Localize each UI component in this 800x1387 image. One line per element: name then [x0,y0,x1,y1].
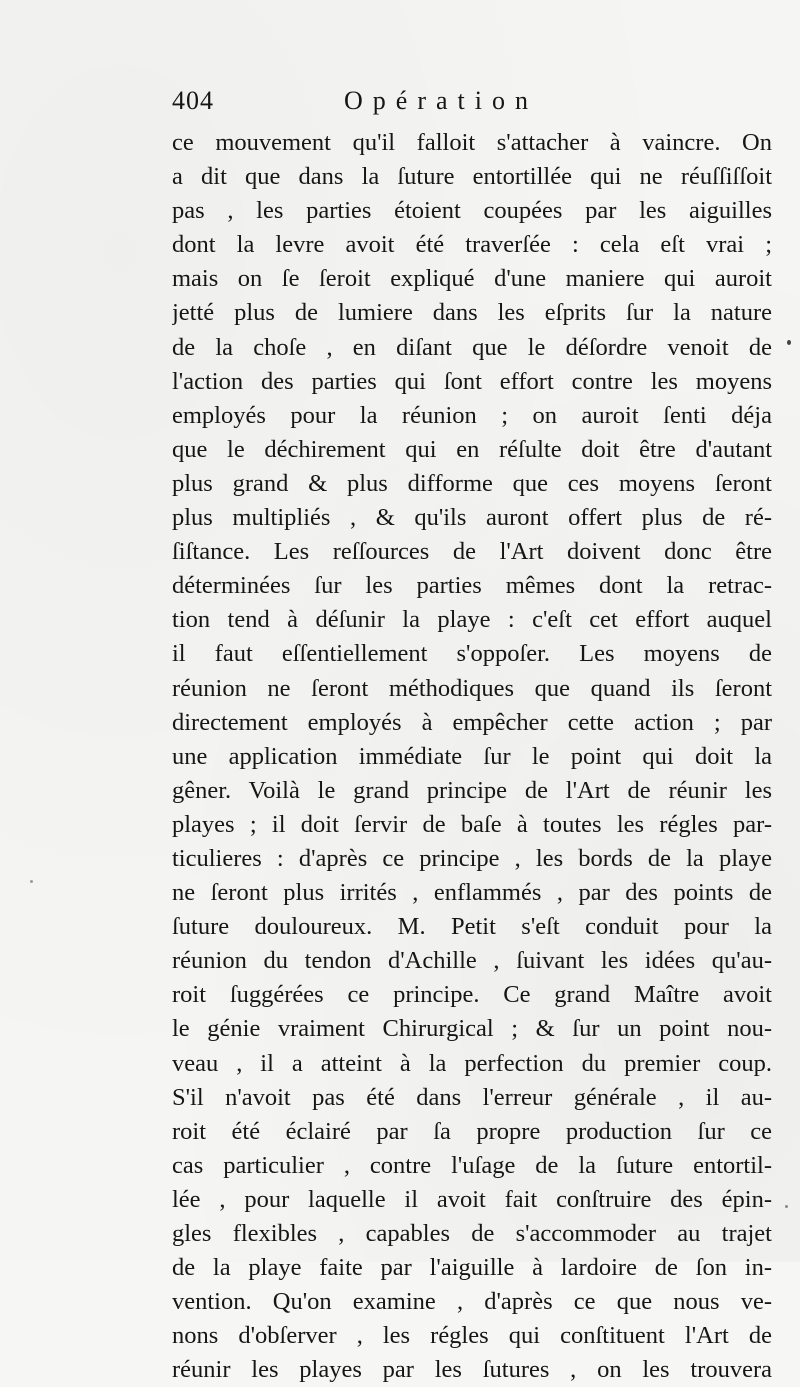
text-line: lée , pour laquelle il avoit fait conſtruire des épin- [172,1185,772,1213]
text-line: ſiſtance. Les reſſources de l'Art doivent donc être [172,538,772,566]
ink-speck [787,340,791,345]
text-line: mais on ſe ſeroit expliqué d'une maniere qui auroit [172,265,772,293]
page-number: 404 [172,86,214,115]
text-line: ticulieres : d'après ce principe , les bords de la playe [172,844,772,872]
ink-speck [785,1205,788,1208]
text-line: une application immédiate ſur le point qui doit la [172,742,772,770]
text-line: que le déchirement qui en réſulte doit être d'autant [172,435,772,463]
text-line: ſuture douloureux. M. Petit s'eſt conduit pour la [172,913,772,941]
text-line: l'action des parties qui ſont effort contre les moyens [172,367,772,395]
text-line: réunir les playes par les ſutures , on les trouvera [172,1356,772,1384]
text-line: il faut eſſentiellement s'oppoſer. Les moyens de [172,640,772,668]
text-line: veau , il a atteint à la perfection du premier coup. [172,1049,772,1077]
text-line: cas particulier , contre l'uſage de la ſuture entortil- [172,1151,772,1179]
page-header [172,86,772,126]
text-line: jetté plus de lumiere dans les eſprits ſur la nature [172,299,772,327]
text-line: employés pour la réunion ; on auroit ſenti déja [172,401,772,429]
text-line: plus grand & plus difforme que ces moyens ſeront [172,469,772,497]
text-line: ne ſeront plus irrités , enflammés , par des points de [172,879,772,907]
body-text [172,126,772,1387]
text-line: S'il n'avoit pas été dans l'erreur générale , il au- [172,1083,772,1111]
text-line: le génie vraiment Chirurgical ; & ſur un point nou- [172,1015,772,1043]
text-line: réunion du tendon d'Achille , ſuivant les idées qu'au- [172,947,772,975]
text-line: roit été éclairé par ſa propre production ſur ce [172,1117,772,1145]
text-line: playes ; il doit ſervir de baſe à toutes les régles par- [172,810,772,838]
text-line: plus multipliés , & qu'ils auront offert plus de ré- [172,504,772,532]
text-line: déterminées ſur les parties mêmes dont la retrac- [172,572,772,600]
text-line: de la choſe , en diſant que le déſordre venoit de [172,333,772,361]
text-line: a dit que dans la ſuture entortillée qui ne réuſſiſſoit [172,163,772,191]
running-head: Opération [344,86,538,115]
ink-speck [30,880,33,883]
text-line: gles flexibles , capables de s'accommoder au trajet [172,1220,772,1247]
text-line: dont la levre avoit été traverſée : cela eſt vrai ; [172,231,772,259]
text-line: gêner. Voilà le grand principe de l'Art de réunir les [172,776,772,804]
text-line: pas , les parties étoient coupées par les aiguilles [172,197,772,225]
text-line: vention. Qu'on examine , d'après ce que nous ve- [172,1288,772,1316]
text-line: tion tend à déſunir la playe : c'eſt cet effort auquel [172,606,772,634]
text-line: de la playe faite par l'aiguille à lardoire de ſon in- [172,1254,772,1282]
text-line: ce mouvement qu'il falloit s'attacher à vaincre. On [172,129,772,156]
text-line: réunion ne ſeront méthodiques que quand ils ſeront [172,674,772,702]
text-line: directement employés à empêcher cette action ; par [172,708,772,736]
text-line: nons d'obſerver , les régles qui conſtituent l'Art de [172,1322,772,1350]
text-line: roit ſuggérées ce principe. Ce grand Maître avoit [172,981,772,1009]
